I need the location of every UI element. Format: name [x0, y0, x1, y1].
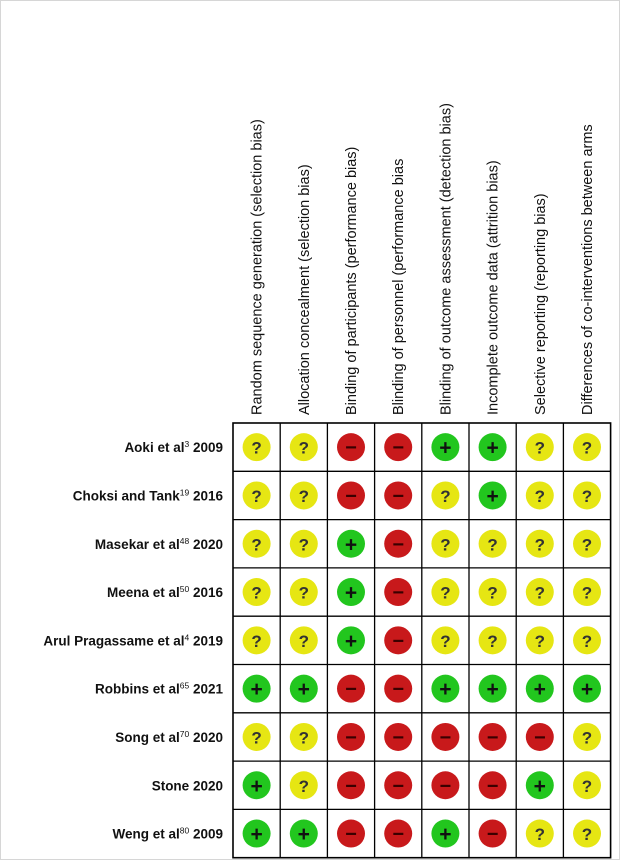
- rating-symbol: ?: [440, 583, 451, 603]
- rating-symbol: +: [297, 823, 310, 847]
- study-year: 2020: [189, 536, 223, 552]
- rating-mark: [290, 723, 318, 751]
- rating-symbol: ?: [298, 776, 309, 796]
- study-name: Weng et al: [112, 826, 180, 842]
- rating-symbol: −: [345, 775, 357, 798]
- rating-symbol: ?: [251, 583, 262, 603]
- rating-symbol: ?: [298, 728, 309, 748]
- rating-mark: [479, 481, 507, 509]
- rating-symbol: −: [392, 775, 405, 798]
- rating-mark: [337, 820, 365, 848]
- rating-mark: [573, 675, 601, 703]
- rating-symbol: ?: [534, 438, 545, 458]
- rating-mark: [573, 481, 601, 509]
- study-name: Choksi and Tank: [72, 488, 180, 504]
- rating-mark: [526, 530, 554, 558]
- rating-mark: [573, 530, 601, 558]
- rating-mark: [290, 481, 318, 509]
- rating-symbol: +: [297, 678, 310, 702]
- study-year: 2020: [189, 778, 223, 794]
- rating-symbol: −: [392, 630, 405, 653]
- rating-symbol: +: [250, 823, 263, 847]
- rating-mark: [243, 771, 271, 799]
- rating-mark: [526, 481, 554, 509]
- rating-mark: [479, 626, 507, 654]
- rating-symbol: ?: [251, 438, 262, 458]
- study-name: Aoki et al: [124, 440, 185, 456]
- rating-symbol: +: [486, 484, 499, 508]
- study-label-row: [107, 584, 224, 600]
- rating-mark: [479, 820, 507, 848]
- study-ref: 3: [184, 439, 190, 450]
- rating-symbol: ?: [298, 535, 309, 555]
- study-ref: 19: [179, 487, 190, 498]
- rating-symbol: +: [344, 629, 358, 653]
- rating-symbol: −: [345, 437, 357, 460]
- rating-symbol: −: [392, 485, 405, 508]
- rating-symbol: ?: [440, 631, 451, 651]
- rating-mark: [573, 433, 601, 461]
- rating-symbol: −: [486, 775, 499, 798]
- rating-mark: [526, 675, 554, 703]
- rating-grid: [233, 423, 611, 858]
- rating-symbol: +: [533, 678, 546, 702]
- rating-mark: [573, 820, 601, 848]
- domain-header-8: Differences of co-interventions between arms: [580, 124, 596, 415]
- study-label-row: [43, 632, 223, 648]
- rating-mark: [431, 675, 459, 703]
- study-year: 2016: [189, 488, 223, 504]
- study-year: 2021: [189, 681, 223, 697]
- rating-symbol: ?: [440, 486, 451, 506]
- rating-mark: [431, 578, 459, 606]
- rating-mark: [290, 771, 318, 799]
- study-label-row: [73, 487, 224, 503]
- rating-symbol: ?: [440, 535, 451, 555]
- rating-mark: [337, 626, 365, 654]
- rating-symbol: −: [392, 582, 405, 605]
- rating-symbol: ?: [251, 486, 262, 506]
- rating-symbol: −: [392, 437, 405, 460]
- rating-mark: [526, 771, 554, 799]
- study-ref: 70: [179, 728, 190, 739]
- rating-symbol: ?: [581, 631, 593, 651]
- rating-mark: [573, 723, 601, 751]
- study-ref: 50: [179, 584, 190, 595]
- rating-mark: [290, 578, 318, 606]
- rating-symbol: −: [392, 823, 405, 846]
- rating-mark: [479, 530, 507, 558]
- rating-symbol: +: [344, 581, 358, 605]
- rating-mark: [290, 675, 318, 703]
- rating-mark: [243, 578, 271, 606]
- rating-symbol: −: [345, 823, 357, 846]
- rating-symbol: +: [486, 436, 499, 460]
- rating-mark: [290, 820, 318, 848]
- rating-symbol: −: [345, 485, 357, 508]
- study-name: Masekar et al: [94, 536, 180, 552]
- rating-mark: [431, 530, 459, 558]
- rating-mark: [479, 675, 507, 703]
- rating-symbol: −: [533, 726, 546, 749]
- rating-symbol: ?: [534, 583, 545, 603]
- rating-mark: [479, 771, 507, 799]
- rating-mark: [243, 723, 271, 751]
- study-name: Arul Pragassame et al: [43, 633, 185, 649]
- rating-mark: [290, 433, 318, 461]
- rating-symbol: ?: [487, 535, 498, 555]
- study-name: Song et al: [115, 729, 180, 745]
- rating-symbol: −: [439, 726, 452, 749]
- domain-header-4: Blinding of personnel (performance bias: [391, 158, 408, 415]
- rating-mark: [243, 481, 271, 509]
- rating-mark: [243, 530, 271, 558]
- domain-header-3: Binding of participants (performance bias): [344, 146, 360, 415]
- rating-mark: [479, 723, 507, 751]
- rating-symbol: +: [580, 678, 594, 702]
- study-name: Meena et al: [106, 585, 180, 601]
- rating-symbol: ?: [581, 438, 593, 458]
- rating-symbol: +: [439, 678, 452, 702]
- study-ref: 80: [179, 825, 190, 836]
- domain-header-6: Incomplete outcome data (attrition bias): [485, 160, 502, 415]
- rating-mark: [384, 820, 412, 848]
- study-name: Robbins et al: [94, 681, 180, 697]
- rating-mark: [384, 675, 412, 703]
- rating-symbol: ?: [581, 776, 593, 796]
- rating-symbol: ?: [581, 825, 593, 845]
- rating-symbol: −: [486, 823, 499, 846]
- rating-mark: [431, 626, 459, 654]
- rating-symbol: +: [250, 678, 263, 702]
- rating-symbol: ?: [298, 631, 309, 651]
- rating-mark: [526, 723, 554, 751]
- rating-mark: [243, 626, 271, 654]
- rating-symbol: ?: [534, 825, 545, 845]
- rating-mark: [431, 481, 459, 509]
- study-label-row: [152, 778, 223, 793]
- study-year: 2009: [189, 826, 223, 842]
- study-name: Stone: [151, 778, 190, 794]
- study-year: 2019: [189, 633, 223, 649]
- study-label-row: [112, 826, 223, 842]
- rating-symbol: ?: [298, 486, 309, 506]
- study-label-row: [124, 439, 223, 455]
- rating-mark: [337, 723, 365, 751]
- rating-mark: [479, 433, 507, 461]
- rating-symbol: ?: [298, 438, 309, 458]
- rating-symbol: −: [345, 726, 357, 749]
- rating-symbol: +: [533, 774, 546, 798]
- rating-mark: [290, 530, 318, 558]
- rating-mark: [384, 626, 412, 654]
- rating-symbol: ?: [581, 583, 593, 603]
- study-label-row: [115, 729, 223, 745]
- rating-symbol: −: [392, 678, 405, 701]
- study-ref: 65: [179, 680, 190, 691]
- rating-mark: [337, 675, 365, 703]
- rating-symbol: ?: [298, 583, 309, 603]
- rating-symbol: −: [439, 775, 452, 798]
- rating-symbol: ?: [251, 631, 262, 651]
- study-label-row: [95, 681, 224, 697]
- rating-symbol: ?: [581, 535, 593, 555]
- rating-symbol: +: [439, 436, 452, 460]
- rating-mark: [573, 578, 601, 606]
- rating-mark: [384, 481, 412, 509]
- rating-mark: [243, 820, 271, 848]
- rating-mark: [337, 481, 365, 509]
- rating-symbol: +: [486, 678, 499, 702]
- rating-mark: [243, 675, 271, 703]
- rating-mark: [384, 578, 412, 606]
- rating-mark: [431, 433, 459, 461]
- study-year: 2016: [189, 585, 223, 601]
- rating-symbol: −: [486, 726, 499, 749]
- rating-mark: [337, 433, 365, 461]
- rating-mark: [431, 723, 459, 751]
- rating-mark: [431, 771, 459, 799]
- study-ref: 48: [179, 535, 190, 546]
- study-year: 2020: [189, 729, 223, 745]
- domain-header-1: Random sequence generation (selection bias): [249, 119, 266, 415]
- rating-mark: [526, 578, 554, 606]
- domain-header-2: Allocation concealment (selection bias): [296, 164, 313, 415]
- rating-mark: [337, 578, 365, 606]
- rating-mark: [526, 820, 554, 848]
- rating-symbol: ?: [534, 631, 545, 651]
- rating-mark: [384, 771, 412, 799]
- rating-symbol: ?: [251, 728, 262, 748]
- domain-header-7: Selective reporting (reporting bias): [532, 193, 549, 415]
- study-year: 2009: [189, 440, 223, 456]
- study-ref: 4: [184, 632, 190, 643]
- rating-mark: [243, 433, 271, 461]
- rating-symbol: −: [392, 533, 405, 556]
- rating-symbol: ?: [581, 486, 593, 506]
- rating-symbol: ?: [534, 535, 545, 555]
- rating-symbol: +: [344, 533, 358, 557]
- rating-mark: [526, 433, 554, 461]
- rating-symbol: −: [345, 678, 357, 701]
- rating-symbol: +: [439, 823, 452, 847]
- rating-symbol: +: [250, 774, 263, 798]
- rating-mark: [337, 771, 365, 799]
- rating-symbol: −: [392, 726, 405, 749]
- rating-mark: [337, 530, 365, 558]
- rating-mark: [573, 626, 601, 654]
- domain-header-5: Blinding of outcome assessment (detection bias): [438, 103, 455, 415]
- rating-symbol: ?: [581, 728, 593, 748]
- rating-mark: [431, 820, 459, 848]
- rating-symbol: ?: [534, 486, 545, 506]
- rating-mark: [384, 530, 412, 558]
- rating-mark: [526, 626, 554, 654]
- rating-mark: [290, 626, 318, 654]
- rating-mark: [384, 433, 412, 461]
- rating-mark: [573, 771, 601, 799]
- rating-symbol: ?: [487, 631, 498, 651]
- rating-symbol: ?: [251, 535, 262, 555]
- rating-symbol: ?: [487, 583, 498, 603]
- study-label-row: [95, 536, 223, 552]
- rating-mark: [384, 723, 412, 751]
- rating-mark: [479, 578, 507, 606]
